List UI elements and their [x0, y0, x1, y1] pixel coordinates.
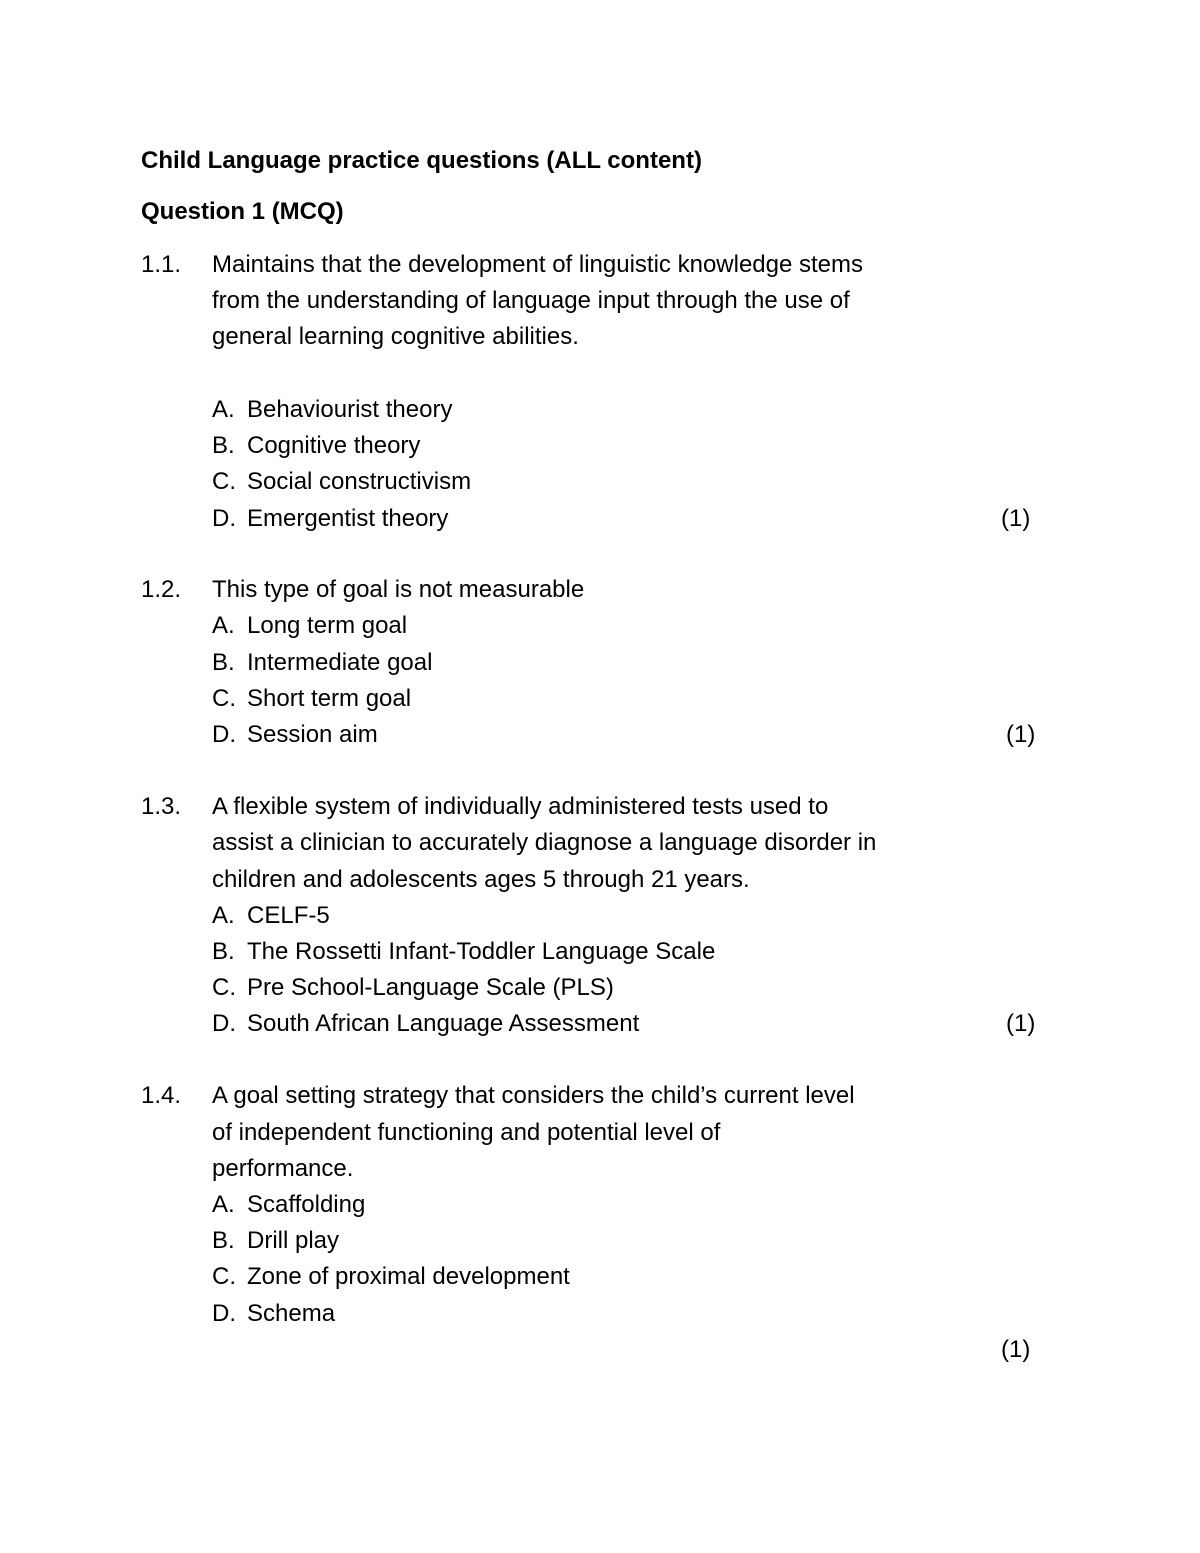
- question-stem-line: performance.: [212, 1155, 354, 1182]
- question-mark: (1): [1006, 721, 1036, 748]
- option-text: Zone of proximal development: [247, 1263, 570, 1290]
- option-letter: D.: [212, 505, 236, 532]
- question-stem-line: A goal setting strategy that considers the child’s current level: [212, 1082, 855, 1109]
- option-text: Behaviourist theory: [247, 396, 453, 423]
- option-text: Social constructivism: [247, 468, 472, 495]
- question-mark: (1): [1006, 1010, 1036, 1037]
- question-stem-line: children and adolescents ages 5 through 21 years.: [212, 866, 750, 893]
- question-stem-line: of independent functioning and potential level of: [212, 1119, 721, 1146]
- option-text: CELF-5: [247, 902, 330, 929]
- option-letter: D.: [212, 1300, 236, 1327]
- option-text: Short term goal: [247, 685, 412, 712]
- document-title: Child Language practice questions (ALL content): [141, 147, 702, 174]
- question-stem-line: This type of goal is not measurable: [212, 576, 585, 603]
- question-number: 1.4.: [141, 1082, 182, 1109]
- option-text: Schema: [247, 1300, 336, 1327]
- option-letter: B.: [212, 1227, 235, 1254]
- option-text: Emergentist theory: [247, 505, 449, 532]
- option-letter: C.: [212, 974, 236, 1001]
- question-stem-line: from the understanding of language input through the use of: [212, 287, 850, 314]
- option-text: Session aim: [247, 721, 378, 748]
- option-text: Cognitive theory: [247, 432, 421, 459]
- question-number: 1.1.: [141, 251, 182, 278]
- option-letter: C.: [212, 1263, 236, 1290]
- option-letter: B.: [212, 432, 235, 459]
- option-text: Drill play: [247, 1227, 340, 1254]
- option-letter: C.: [212, 685, 236, 712]
- question-stem-line: general learning cognitive abilities.: [212, 323, 579, 350]
- option-letter: D.: [212, 721, 236, 748]
- option-text: Long term goal: [247, 612, 408, 639]
- option-text: Scaffolding: [247, 1191, 366, 1218]
- option-letter: A.: [212, 396, 235, 423]
- question-mark: (1): [1001, 1336, 1031, 1363]
- question-mark: (1): [1001, 505, 1031, 532]
- option-letter: C.: [212, 468, 236, 495]
- question-stem-line: assist a clinician to accurately diagnose a language disorder in: [212, 829, 877, 856]
- option-letter: D.: [212, 1010, 236, 1037]
- option-letter: B.: [212, 938, 235, 965]
- question-stem-line: A flexible system of individually administered tests used to: [212, 793, 829, 820]
- option-text: Pre School-Language Scale (PLS): [247, 974, 614, 1001]
- question-stem-line: Maintains that the development of linguistic knowledge stems: [212, 251, 864, 278]
- question-number: 1.3.: [141, 793, 182, 820]
- option-text: South African Language Assessment: [247, 1010, 640, 1037]
- option-letter: A.: [212, 612, 235, 639]
- option-text: Intermediate goal: [247, 649, 433, 676]
- section-heading: Question 1 (MCQ): [141, 198, 344, 225]
- option-letter: B.: [212, 649, 235, 676]
- option-letter: A.: [212, 902, 235, 929]
- question-number: 1.2.: [141, 576, 182, 603]
- option-letter: A.: [212, 1191, 235, 1218]
- option-text: The Rossetti Infant-Toddler Language Scale: [247, 938, 716, 965]
